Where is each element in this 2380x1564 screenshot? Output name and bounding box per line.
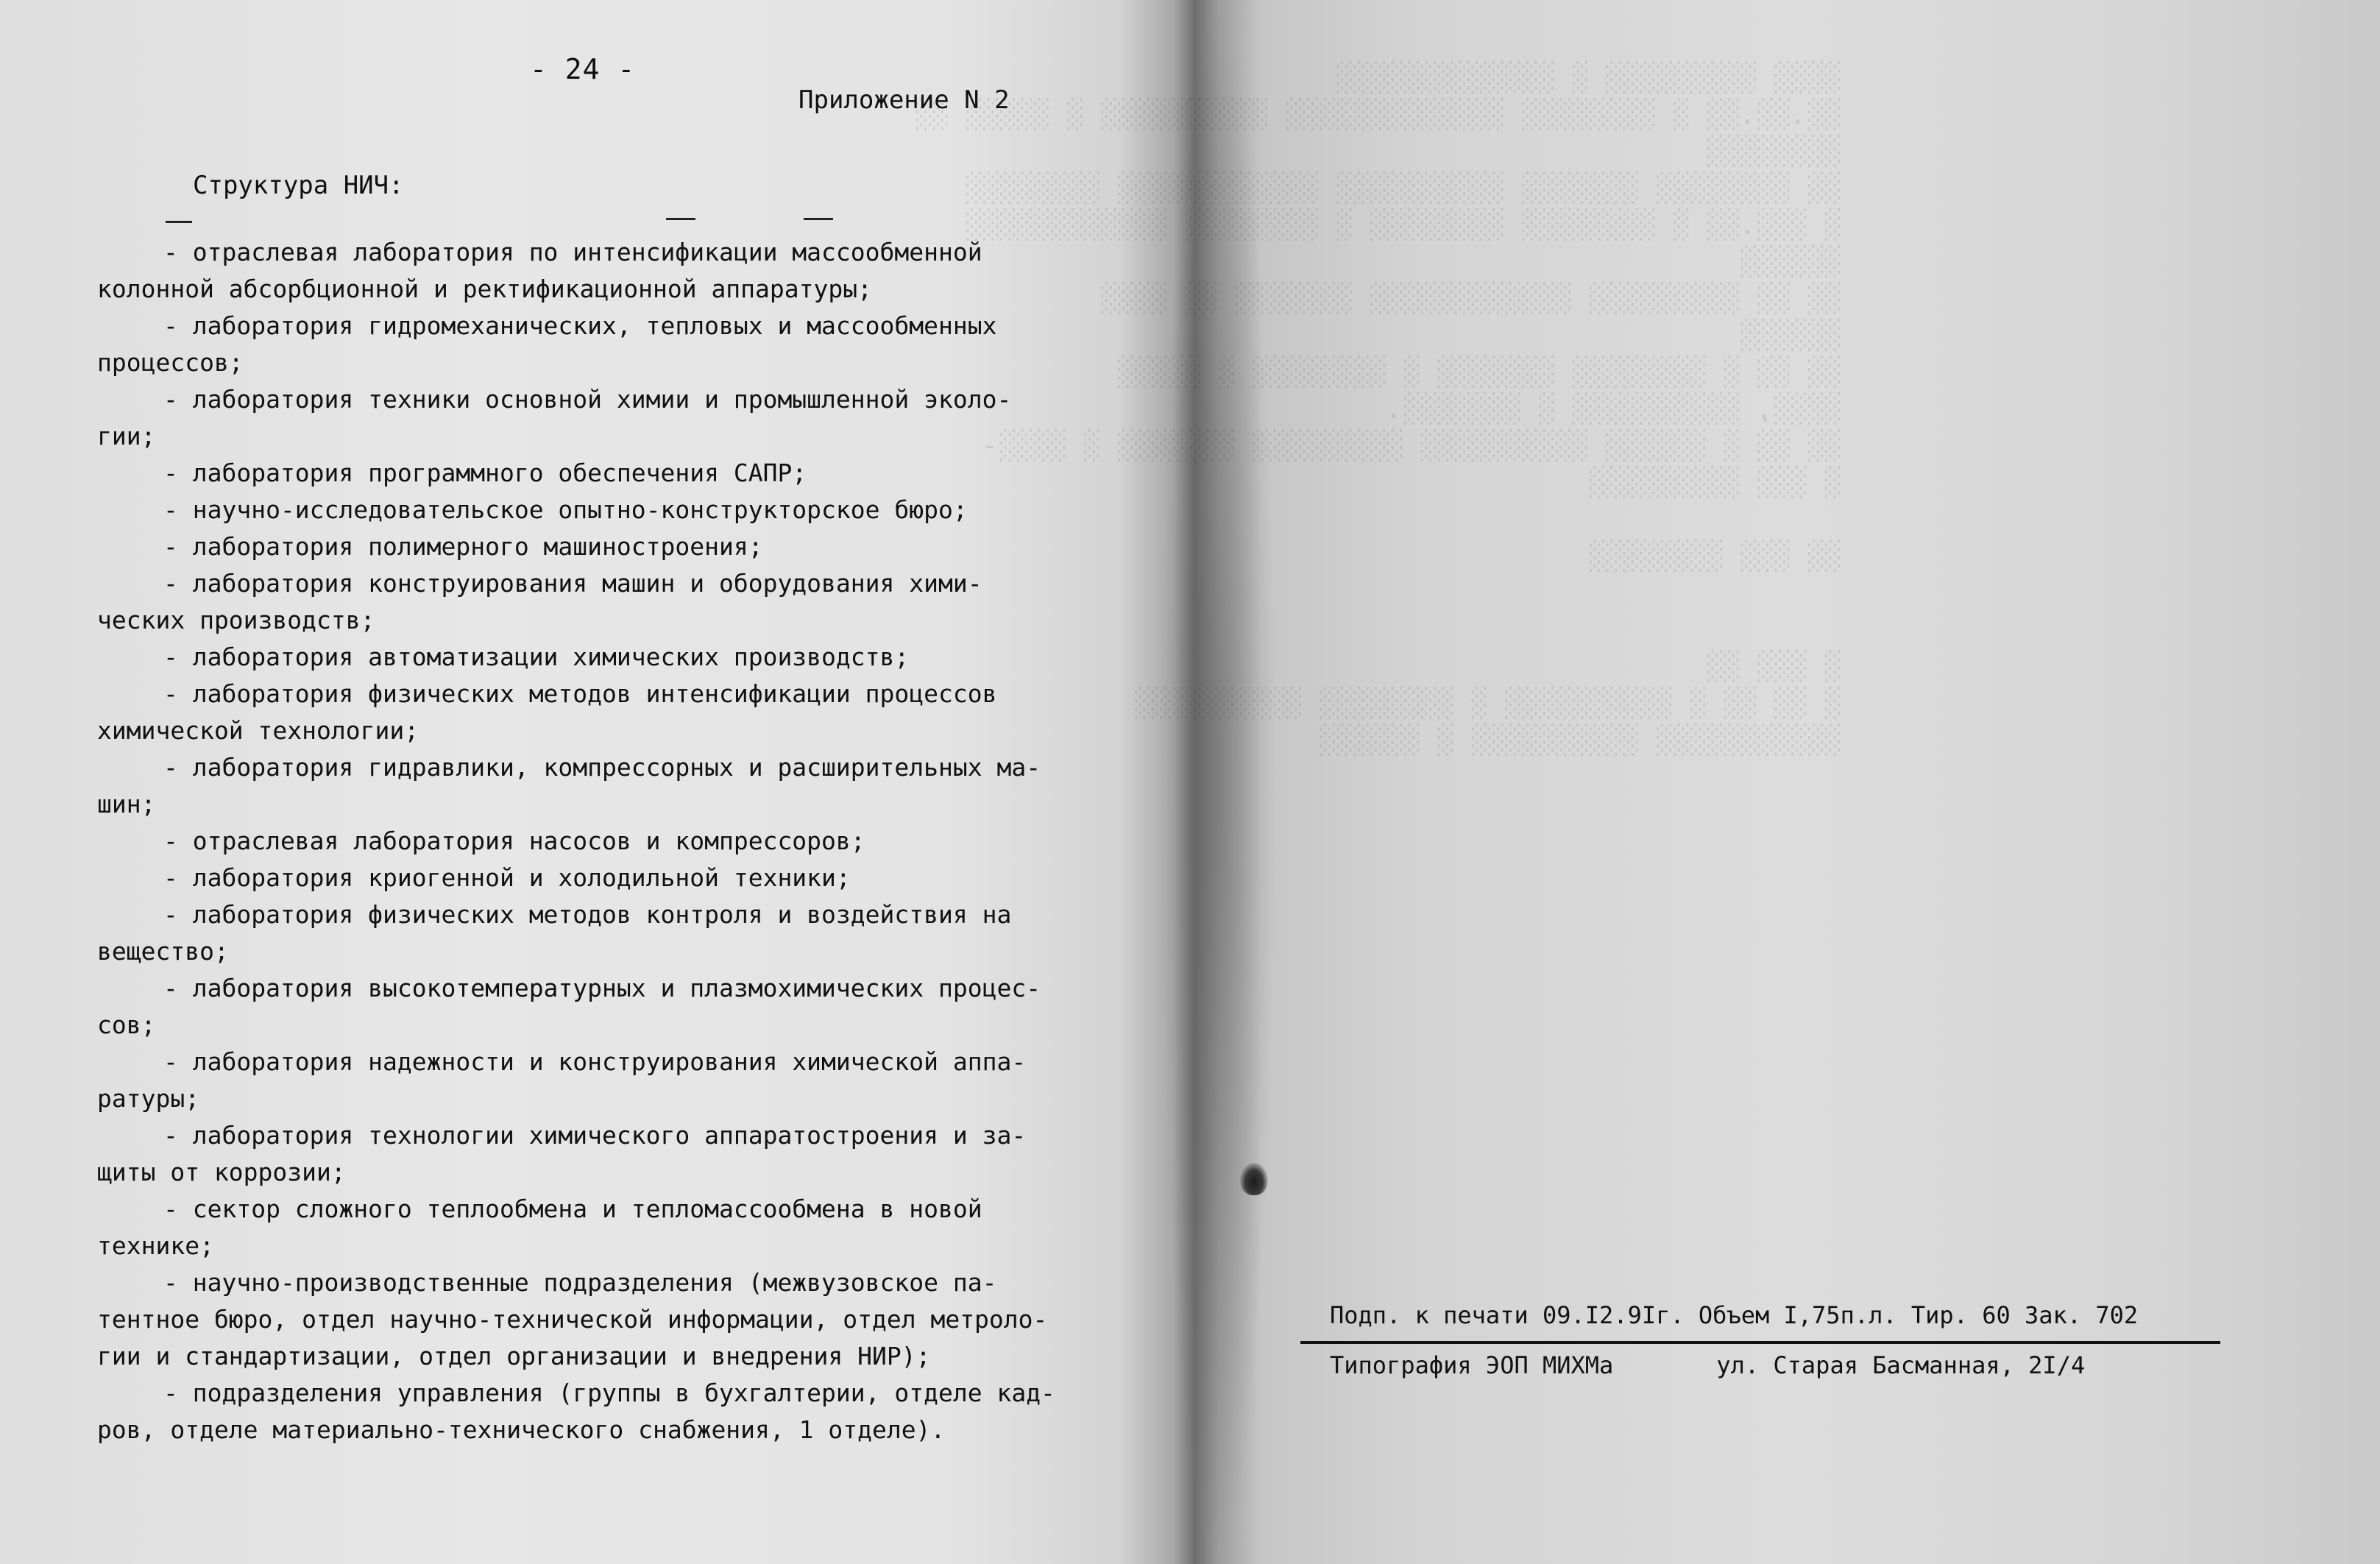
structure-line: шин;	[97, 790, 156, 818]
structure-line: - лаборатория гидравлики, компрессорных и расширительных ма-	[163, 753, 1041, 782]
structure-line: - научно-исследовательское опытно-конструкторское бюро;	[163, 495, 968, 524]
imprint-print-details: Подп. к печати 09.I2.9Iг. Объем I,75п.л. Тир. 60 Зак. 702	[1330, 1301, 2139, 1329]
structure-line: - отраслевая лаборатория по интенсификации массообменной	[163, 238, 982, 266]
imprint-printer-line	[1330, 1351, 2085, 1379]
structure-line: гии;	[97, 422, 156, 450]
imprint-printer: Типография ЭОП МИХМа	[1330, 1351, 1614, 1379]
structure-line: сов;	[97, 1011, 156, 1039]
structure-line: - лаборатория технологии химического аппаратостроения и за-	[163, 1121, 1027, 1150]
underline-mark	[804, 218, 833, 220]
imprint-address: ул. Старая Басманная, 2I/4	[1716, 1351, 2086, 1379]
bleed-through-text: ░░░░ ░░░░░░░░░ ░ ░░░░░░░░░░░░░ ░░.░░.░░ ░ ░░░░░░░░ ░░░░░░░░░░░░░ ░░░░░░░░░░ ░ ░░░░░ ░░ ░░░░░░░░ ░░ ░░░░░░░░ ░░░░░░░ ░░░░░░░░░░ ░░░░░░░░░░░░ ░░░░░░░░ ░ ░░░.░░ ░ ░░░░░░░░ ░░░░░░░░ ░ ░░░░░░░░ ░░░░░░░░░░░░ ░░░░░░ ░░ ░░ ░░░░░░░░░ ░░░░░░░░░░░░ ░░░░░░░ ░░ ░░░░ ░░░░░░ ░░ ░░ ░ ░░░░░░░░ ░░░░░░░ ░ ░░░░░░░░ ░ ░░░░░ ░░░░, ░░░░░░░░░░ ░ ░░░░░░░. ░░ ░░ ░ ░░░░░░ ░░░░░░░░░░ ░░░░░░░░░ ░░░░░░░ ░ ░░░░- ░ ░░░ ░░░░░░░░░ ░░ ░░░ ░░░░░░░░ ░ ░░░ ░░ ░ ░░ ░░ ░ ░░░░░░░░░░ ░ ░░░░░░░░ ░░░░░░░░░░ ░░░░░░░░░░░ ░░░░░░░░░░ ░ ░░░░░░	[913, 61, 1840, 756]
structure-line: - лаборатория автоматизации химических производств;	[163, 643, 910, 671]
structure-line: ров, отделе материально-технического снабжения, 1 отделе).	[97, 1415, 946, 1444]
structure-line: - лаборатория высокотемпературных и плазмохимических процес-	[163, 974, 1041, 1002]
structure-line: - лаборатория надежности и конструирования химической аппа-	[163, 1047, 1027, 1076]
structure-line: - лаборатория криогенной и холодильной техники;	[163, 863, 851, 892]
structure-line: ратуры;	[97, 1084, 200, 1113]
structure-line: ческих производств;	[97, 606, 375, 634]
structure-line: - научно-производственные подразделения (межвузовское па-	[163, 1268, 997, 1297]
structure-line: щиты от коррозии;	[97, 1158, 346, 1186]
structure-line: химической технологии;	[97, 716, 419, 745]
structure-line: - подразделения управления (группы в бухгалтерии, отделе кад-	[163, 1379, 1055, 1407]
structure-line: колонной абсорбционной и ректификационной аппаратуры;	[97, 275, 872, 303]
structure-line: - лаборатория полимерного машиностроения;	[163, 532, 763, 561]
imprint-rule	[1300, 1341, 2220, 1344]
left-page	[0, 0, 1177, 1564]
structure-line: - лаборатория гидромеханических, тепловых и массообменных	[163, 311, 997, 340]
structure-line: - лаборатория физических методов интенсификации процессов	[163, 679, 997, 708]
structure-list	[97, 234, 1091, 1448]
structure-line: тентное бюро, отдел научно-технической информации, отдел метроло-	[97, 1305, 1048, 1334]
structure-line: - лаборатория физических методов контроля и воздействия на	[163, 900, 1012, 929]
structure-line: - лаборатория конструирования машин и оборудования хими-	[163, 569, 982, 598]
structure-line: вещество;	[97, 937, 229, 966]
structure-line: - лаборатория техники основной химии и промышленной эколо-	[163, 385, 1012, 414]
structure-line: - лаборатория программного обеспечения САПР;	[163, 459, 807, 487]
structure-line: - сектор сложного теплообмена и тепломассообмена в новой	[163, 1195, 982, 1223]
structure-line: процессов;	[97, 348, 244, 377]
underline-mark	[666, 218, 695, 220]
underline-mark	[166, 221, 192, 223]
structure-line: гии и стандартизации, отдел организации и внедрения НИР);	[97, 1342, 931, 1370]
appendix-label: Приложение N 2	[798, 85, 1010, 115]
page-number: - 24 -	[530, 53, 636, 85]
structure-title: Структура НИЧ:	[193, 171, 404, 200]
structure-line: технике;	[97, 1231, 214, 1260]
right-page	[1190, 0, 2380, 1564]
structure-line: - отраслевая лаборатория насосов и компрессоров;	[163, 827, 865, 855]
